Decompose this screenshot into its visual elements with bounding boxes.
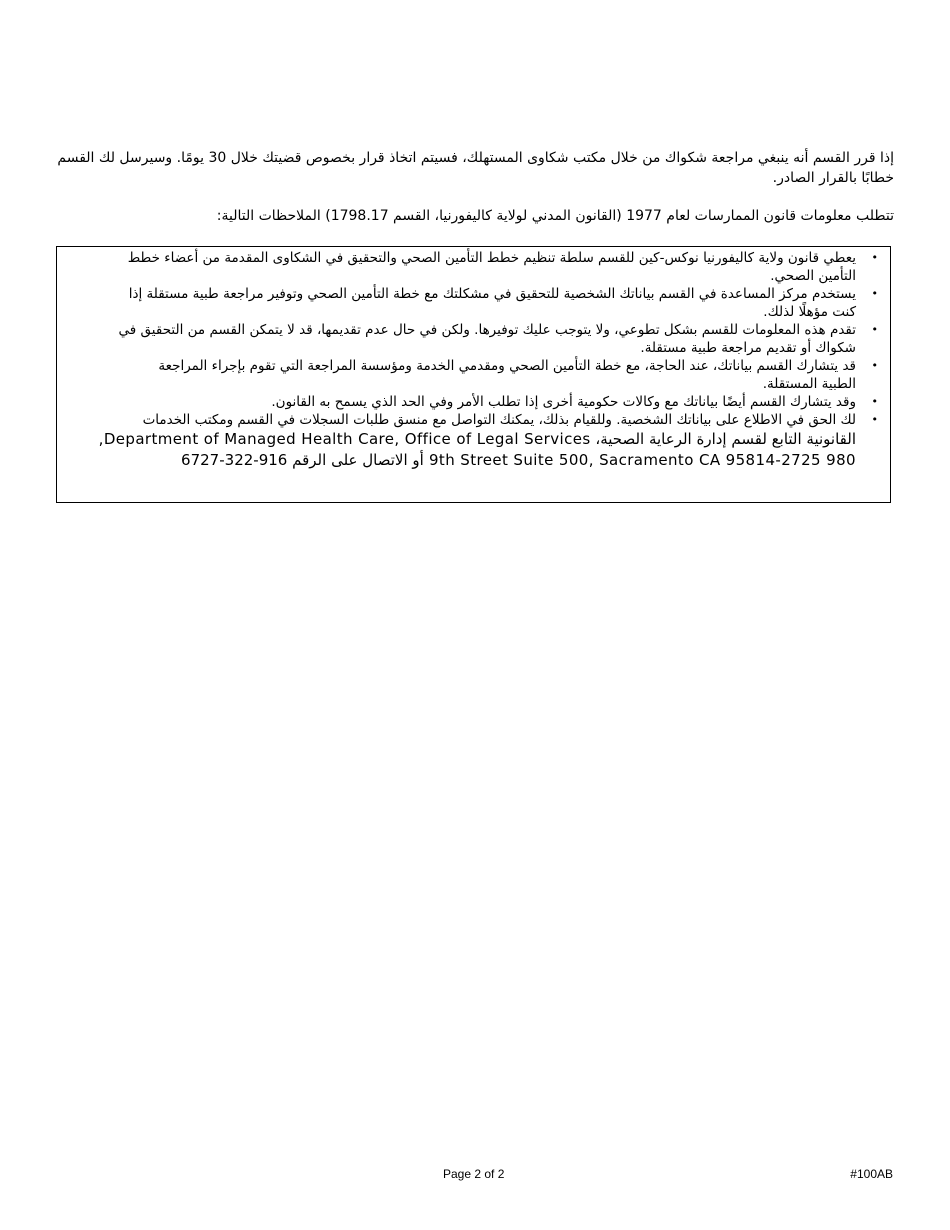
list-item-line: يستخدم مركز المساعدة في القسم بياناتك الشخصية للتحقيق في مشكلتك مع خطة التأمين الصحي وتوفير مراجعة طبية مستقلة إذا bbox=[128, 286, 856, 302]
bullet-icon: • bbox=[871, 359, 878, 372]
list-item bbox=[83, 411, 882, 471]
bullet-icon: • bbox=[871, 287, 878, 300]
list-item-line: قد يتشارك القسم بياناتك، عند الحاجة، مع خطة التأمين الصحي ومقدمي الخدمة ومؤسسة المراجعة التي تقوم بإجراء المراجعة bbox=[158, 358, 856, 374]
list-item bbox=[83, 321, 882, 357]
privacy-notice-list bbox=[83, 249, 882, 471]
bullet-icon: • bbox=[871, 251, 878, 264]
bullet-icon: • bbox=[871, 413, 878, 426]
bullet-icon: • bbox=[871, 395, 878, 408]
privacy-act-intro: تتطلب معلومات قانون الممارسات لعام 1977 (القانون المدني لولاية كاليفورنيا، القسم 1798.17) الملاحظات التالية: bbox=[216, 208, 894, 224]
decision-paragraph: إذا قرر القسم أنه ينبغي مراجعة شكواك من خلال مكتب شكاوى المستهلك، فسيتم اتخاذ قرار بخصوص قضيتك خلال 30 يومًا. وسيرسل لك القسم خطابًا بالقرار الصادر. bbox=[57, 150, 894, 186]
page-number: Page 2 of 2 bbox=[443, 1167, 505, 1181]
list-item-line: لك الحق في الاطلاع على بياناتك الشخصية. وللقيام بذلك، يمكنك التواصل مع منسق طلبات السجلات في القسم ومكتب الخدمات bbox=[142, 412, 856, 428]
list-item bbox=[83, 357, 882, 393]
list-item-line: كنت مؤهلًا لذلك. bbox=[763, 304, 856, 320]
list-item bbox=[83, 249, 882, 285]
list-item-line: القانونية التابع لقسم إدارة الرعاية الصحية، Department of Managed Health Care, Office of Legal Services, bbox=[98, 430, 856, 448]
bullet-icon: • bbox=[871, 323, 878, 336]
privacy-notice-box bbox=[56, 246, 891, 503]
list-item bbox=[83, 285, 882, 321]
list-item-line: تقدم هذه المعلومات للقسم بشكل تطوعي، ولا يتوجب عليك توفيرها. ولكن في حال عدم تقديمها، قد لا يتمكن القسم من التحقيق في bbox=[118, 322, 856, 338]
list-item-line: 980 9th Street Suite 500, Sacramento CA 95814-2725 أو الاتصال على الرقم 916-322-6727 bbox=[181, 451, 856, 469]
list-item-line: شكواك أو تقديم مراجعة طبية مستقلة. bbox=[640, 340, 856, 356]
list-item-line: وقد يتشارك القسم أيضًا بياناتك مع وكالات حكومية أخرى إذا تطلب الأمر وفي الحد الذي يسمح به القانون. bbox=[271, 394, 856, 410]
list-item bbox=[83, 393, 882, 411]
list-item-line: التأمين الصحي. bbox=[770, 268, 856, 284]
form-number: #100AB bbox=[850, 1167, 893, 1181]
list-item-line: يعطي قانون ولاية كاليفورنيا نوكس-كين للقسم سلطة تنظيم خطط التأمين الصحي والتحقيق في الشكاوى المقدمة من أعضاء خطط bbox=[127, 250, 856, 266]
list-item-line: الطبية المستقلة. bbox=[762, 376, 856, 392]
